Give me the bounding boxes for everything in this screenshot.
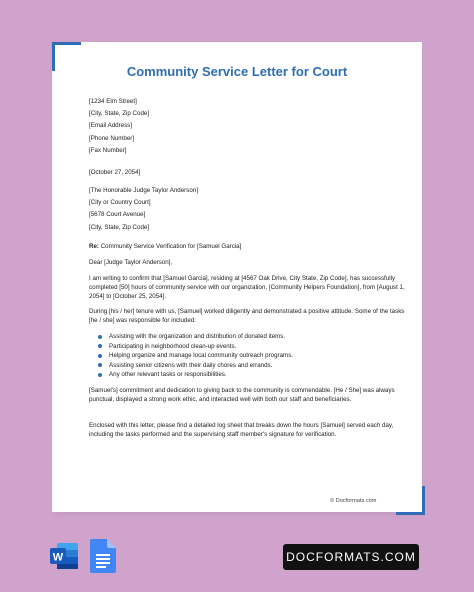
letter-date: [October 27, 2054] bbox=[89, 169, 141, 176]
bullet-icon bbox=[98, 363, 102, 367]
svg-text:W: W bbox=[52, 551, 64, 564]
list-item: Helping organize and manage local community outreach programs. bbox=[98, 351, 293, 361]
recipient-line: [5678 Court Avenue] bbox=[89, 211, 146, 219]
bullet-icon bbox=[98, 354, 102, 358]
corner-accent-bottom-right bbox=[396, 486, 425, 515]
bullet-icon bbox=[98, 373, 102, 377]
recipient-line: [City, State, Zip Code] bbox=[89, 223, 150, 231]
paragraph-tenure: During [his / her] tenure with us, [Samuel] worked diligently and demonstrated a positive attitude. Some of the tasks [he / she] was responsible for included: bbox=[89, 308, 405, 324]
sender-address bbox=[89, 96, 149, 157]
list-item: Assisting senior citizens with their daily chores and errands. bbox=[98, 361, 293, 371]
sender-line: [City, State, Zip Code] bbox=[89, 110, 150, 118]
subject-text: Community Service Verification for [Samuel Garcia] bbox=[98, 243, 242, 250]
list-item: Assisting with the organization and distribution of donated items. bbox=[98, 332, 293, 342]
brand-button[interactable]: DOCFORMATS.COM bbox=[283, 544, 419, 570]
subject-line bbox=[89, 242, 405, 251]
letter-title: Community Service Letter for Court bbox=[126, 64, 348, 79]
sender-line: [1234 Elm Street] bbox=[89, 98, 137, 105]
task-list bbox=[98, 332, 293, 380]
credit-text: © Docformats.com bbox=[330, 498, 377, 504]
sender-line: [Fax Number] bbox=[89, 146, 127, 154]
recipient-address bbox=[89, 185, 198, 234]
paragraph-confirmation: I am writing to confirm that [Samuel Garcia], residing at [4567 Oak Drive, City State, Zip Code], has successfully completed [50] hours of community service with our organization, [Community Helpers Foundation], from [August 1, 2054] to [October 25, 2054]. bbox=[89, 275, 405, 300]
paragraph-enclosure: Enclosed with this letter, please find a detailed log sheet that breaks down the hours [Samuel] served each day, including the tasks performed and the supervising staff member's signature for verification. bbox=[89, 422, 394, 438]
sender-line: [Phone Number] bbox=[89, 134, 135, 142]
list-item: Any other relevant tasks or responsibilities. bbox=[98, 370, 293, 380]
recipient-line: [The Honorable Judge Taylor Anderson] bbox=[89, 187, 198, 194]
word-icon[interactable] bbox=[48, 540, 80, 572]
google-docs-icon[interactable] bbox=[90, 539, 116, 573]
salutation: Dear [Judge Taylor Anderson], bbox=[89, 259, 173, 266]
sender-line: [Email Address] bbox=[89, 122, 132, 130]
subject-label: Re: bbox=[89, 243, 99, 250]
paragraph-commitment: [Samuel's] commitment and dedication to giving back to the community is commendable. [He / She] was always punctual, displayed a strong work ethic, and interacted well with both our staff and beneficiaries. bbox=[89, 387, 395, 403]
bullet-icon bbox=[98, 344, 102, 348]
list-item: Participating in neighborhood clean-up events. bbox=[98, 342, 293, 352]
recipient-line: [City or Country Court] bbox=[89, 199, 151, 207]
bullet-icon bbox=[98, 335, 102, 339]
credit-line bbox=[330, 498, 376, 504]
